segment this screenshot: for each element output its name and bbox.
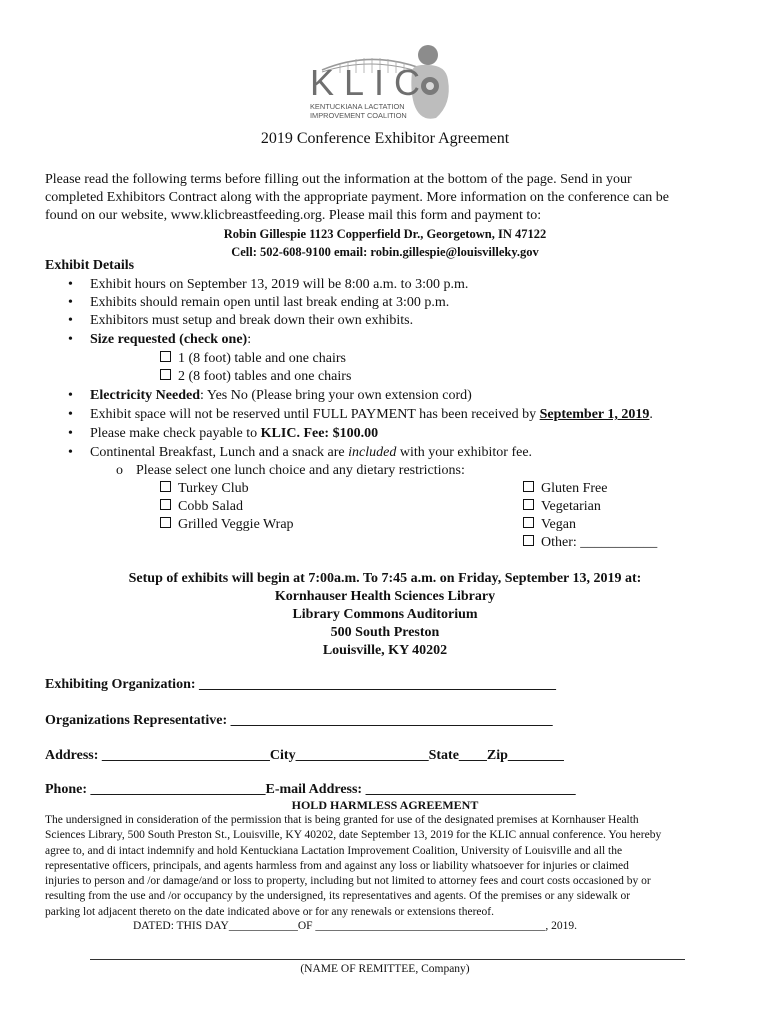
meals-included: included bbox=[348, 445, 397, 460]
exhibit-details-heading: Exhibit Details bbox=[45, 258, 135, 273]
representative-field[interactable]: Organizations Representative: ______________________________________________ bbox=[45, 713, 553, 728]
setup-time: Setup of exhibits will begin at 7:00a.m. To 7:45 a.m. on Friday, September 13, 2019 at: bbox=[128, 571, 642, 586]
list-item bbox=[68, 425, 379, 443]
list-item bbox=[68, 312, 414, 330]
bullet-icon: • bbox=[68, 407, 73, 422]
list-item bbox=[68, 331, 252, 349]
logo-tagline-1: KENTUCKIANA LACTATION bbox=[310, 102, 405, 111]
intro-line: found on our website, www.klicbreastfeeding.org. Please mail this form and payment to: bbox=[45, 208, 542, 223]
payment-period: . bbox=[649, 407, 653, 422]
sub-list-item bbox=[116, 462, 465, 480]
list-item bbox=[68, 294, 450, 312]
intro-line: Please read the following terms before filling out the information at the bottom of the page. Send in your bbox=[45, 172, 632, 187]
hold-harmless-body bbox=[45, 813, 735, 920]
fee-text: KLIC. Fee: $100.00 bbox=[260, 426, 379, 441]
list-item bbox=[68, 276, 469, 294]
diet-option-label: Gluten Free bbox=[541, 481, 608, 496]
lunch-option-label: Cobb Salad bbox=[178, 499, 243, 514]
checkbox[interactable] bbox=[160, 369, 171, 380]
diet-option[interactable] bbox=[523, 480, 607, 498]
diet-option-label: Other: ___________ bbox=[541, 535, 658, 550]
size-requested-label: Size requested (check one) bbox=[90, 332, 248, 347]
signature-line[interactable] bbox=[90, 959, 685, 960]
diet-option-other[interactable] bbox=[523, 534, 657, 552]
page-title: 2019 Conference Exhibitor Agreement bbox=[260, 130, 510, 147]
bullet-icon: • bbox=[68, 388, 73, 403]
meals-text-end: with your exhibitor fee. bbox=[396, 445, 533, 460]
bullet-icon: • bbox=[68, 332, 73, 347]
electricity-label: Electricity Needed bbox=[90, 388, 201, 403]
phone-email-field[interactable]: Phone: _________________________E-mail Address: ______________________________ bbox=[45, 782, 576, 797]
size-option-1[interactable] bbox=[160, 350, 346, 368]
hold-harmless-heading: HOLD HARMLESS AGREEMENT bbox=[291, 798, 479, 812]
checkbox[interactable] bbox=[523, 499, 534, 510]
agreement-line: representative officers, principals, and agents harmless from and against any loss or liability whatsoever for injuries or claimed bbox=[45, 859, 629, 872]
dated-line[interactable]: DATED: THIS DAY____________OF ________________________________________, 2019. bbox=[133, 920, 578, 932]
agreement-line: Sciences Library, 500 South Preston St., Louisville, KY 40202, date September 13, 2019 for the KLIC annual conference. You hereby bbox=[45, 829, 662, 842]
bullet-icon: • bbox=[68, 445, 73, 460]
list-item bbox=[68, 444, 533, 462]
checkbox[interactable] bbox=[160, 517, 171, 528]
size-option-label: 2 (8 foot) tables and one chairs bbox=[178, 369, 352, 384]
list-item bbox=[68, 387, 472, 405]
exhibiting-organization-field[interactable]: Exhibiting Organization: ___________________________________________________ bbox=[45, 677, 557, 692]
lunch-option-label: Grilled Veggie Wrap bbox=[178, 517, 294, 532]
agreement-line: resulting from the use and /or occupancy by the undersigned, its representatives and agents. Of the premises or any sidewalk or bbox=[45, 890, 631, 903]
bullet-icon: • bbox=[68, 313, 73, 328]
logo-tagline-2: IMPROVEMENT COALITION bbox=[310, 111, 407, 120]
contact-phone-email: Cell: 502-608-9100 email: robin.gillespie@louisvilleky.gov bbox=[231, 245, 539, 259]
diet-option[interactable] bbox=[523, 498, 601, 516]
checkbox[interactable] bbox=[523, 535, 534, 546]
bullet-icon: • bbox=[68, 426, 73, 441]
agreement-line: agree to, and di intact indemnify and hold Kentuckiana Lactation Improvement Coalition, University of Louisville and all the bbox=[45, 844, 623, 857]
intro-paragraph bbox=[45, 171, 735, 225]
list-item-text: Exhibit hours on September 13, 2019 will be 8:00 a.m. to 3:00 p.m. bbox=[90, 277, 469, 292]
meals-text: Continental Breakfast, Lunch and a snack are bbox=[90, 445, 349, 460]
payment-deadline: September 1, 2019 bbox=[539, 407, 650, 422]
venue-city: Louisville, KY 40202 bbox=[322, 643, 448, 658]
checkbox[interactable] bbox=[160, 351, 171, 362]
checkbox[interactable] bbox=[523, 517, 534, 528]
diet-option-label: Vegetarian bbox=[541, 499, 601, 514]
venue-room: Library Commons Auditorium bbox=[292, 607, 478, 622]
bullet-icon: • bbox=[68, 295, 73, 310]
intro-line: completed Exhibitors Contract along with the appropriate payment. More information on the conference can be bbox=[45, 190, 669, 205]
size-option-2[interactable] bbox=[160, 368, 351, 386]
check-payable-text: Please make check payable to bbox=[90, 426, 261, 441]
venue-street: 500 South Preston bbox=[330, 625, 440, 640]
checkbox[interactable] bbox=[523, 481, 534, 492]
list-item-text: Exhibits should remain open until last break ending at 3:00 p.m. bbox=[90, 295, 450, 310]
lunch-option[interactable] bbox=[160, 498, 243, 516]
circle-bullet-icon: o bbox=[116, 463, 123, 478]
remittee-caption: (NAME OF REMITTEE, Company) bbox=[300, 963, 470, 975]
venue-name: Kornhauser Health Sciences Library bbox=[274, 589, 496, 604]
lunch-option[interactable] bbox=[160, 516, 294, 534]
list-item-text: Exhibitors must setup and break down their own exhibits. bbox=[90, 313, 414, 328]
diet-option[interactable] bbox=[523, 516, 576, 534]
contact-address: Robin Gillespie 1123 Copperfield Dr., Georgetown, IN 47122 bbox=[223, 227, 547, 241]
payment-text: Exhibit space will not be reserved until FULL PAYMENT has been received by bbox=[90, 407, 540, 422]
size-requested-colon: : bbox=[247, 332, 252, 347]
address-field[interactable]: Address: ________________________City___________________State____Zip________ bbox=[45, 748, 564, 763]
lunch-option-label: Turkey Club bbox=[178, 481, 249, 496]
checkbox[interactable] bbox=[160, 481, 171, 492]
lunch-instruction: Please select one lunch choice and any dietary restrictions: bbox=[136, 463, 465, 478]
lunch-option[interactable] bbox=[160, 480, 249, 498]
size-option-label: 1 (8 foot) table and one chairs bbox=[178, 351, 346, 366]
electricity-options: : Yes No (Please bring your own extension cord) bbox=[200, 388, 472, 403]
agreement-line: The undersigned in consideration of the permission that is being granted for use of the designated premises at Kornhauser Health bbox=[45, 814, 639, 826]
bullet-icon: • bbox=[68, 277, 73, 292]
list-item bbox=[68, 406, 653, 424]
klic-logo bbox=[300, 42, 470, 122]
agreement-line: injuries to person and /or damage/and or loss to property, including but not limited to attorney fees and court costs occasioned by or bbox=[45, 875, 651, 888]
diet-option-label: Vegan bbox=[541, 517, 576, 532]
logo-letters: KLIC bbox=[310, 62, 431, 103]
checkbox[interactable] bbox=[160, 499, 171, 510]
agreement-line: parking lot adjacent thereto on the date indicated above or for any renewals or extensions thereof. bbox=[45, 905, 494, 918]
